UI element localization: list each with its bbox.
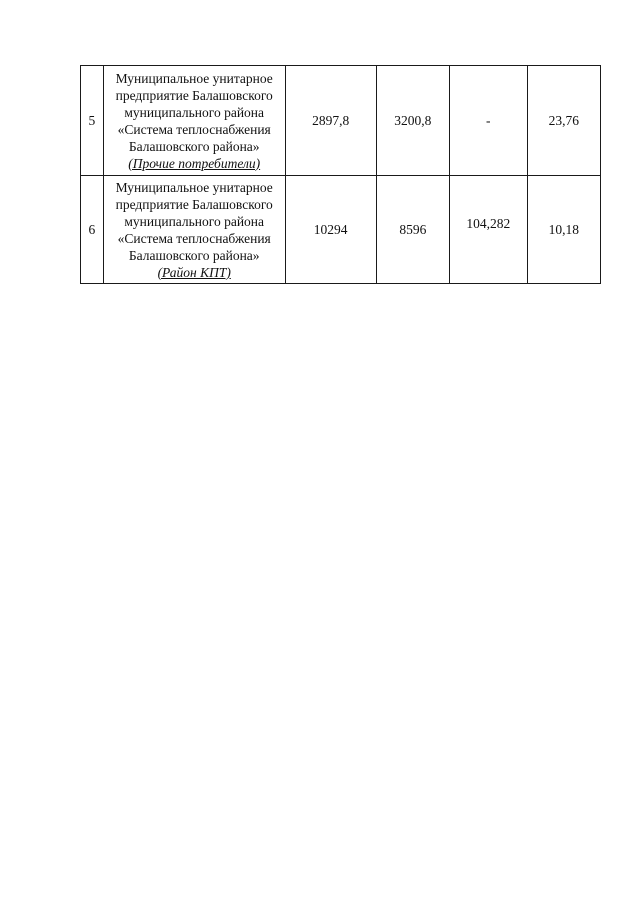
organization-cell xyxy=(103,176,285,284)
value-cell-a: 10294 xyxy=(285,176,376,284)
organization-name-line: Муниципальное унитарное xyxy=(115,179,273,195)
organization-name-line: Муниципальное унитарное xyxy=(115,70,273,86)
organization-name-line: Балашовского района» xyxy=(128,247,260,263)
organization-cell xyxy=(103,66,285,176)
organization-name-line: Балашовского района» xyxy=(128,138,260,154)
value-cell-a: 2897,8 xyxy=(285,66,376,176)
value-cell-b: 3200,8 xyxy=(376,66,449,176)
value-cell-d: 23,76 xyxy=(527,66,600,176)
consumer-group-note: (Прочие потребители) xyxy=(128,155,261,171)
value-cell-d: 10,18 xyxy=(527,176,600,284)
value-cell-c xyxy=(450,176,528,284)
table-row xyxy=(81,176,601,284)
row-number: 5 xyxy=(81,66,104,176)
value-cell-c: - xyxy=(450,66,528,176)
organization-name-line: муниципального района xyxy=(124,213,265,229)
table-row xyxy=(81,66,601,176)
organization-name-line: муниципального района xyxy=(124,104,265,120)
organization-name-line: предприятие Балашовского xyxy=(115,196,273,212)
consumer-group-note: (Район КПТ) xyxy=(157,264,231,280)
organization-name-line: «Система теплоснабжения xyxy=(117,230,271,246)
value-text: 104,282 xyxy=(466,216,511,231)
organization-name-line: предприятие Балашовского xyxy=(115,87,273,103)
organization-name-line: «Система теплоснабжения xyxy=(117,121,271,137)
tariff-table xyxy=(80,65,601,284)
value-cell-b: 8596 xyxy=(376,176,449,284)
row-number: 6 xyxy=(81,176,104,284)
